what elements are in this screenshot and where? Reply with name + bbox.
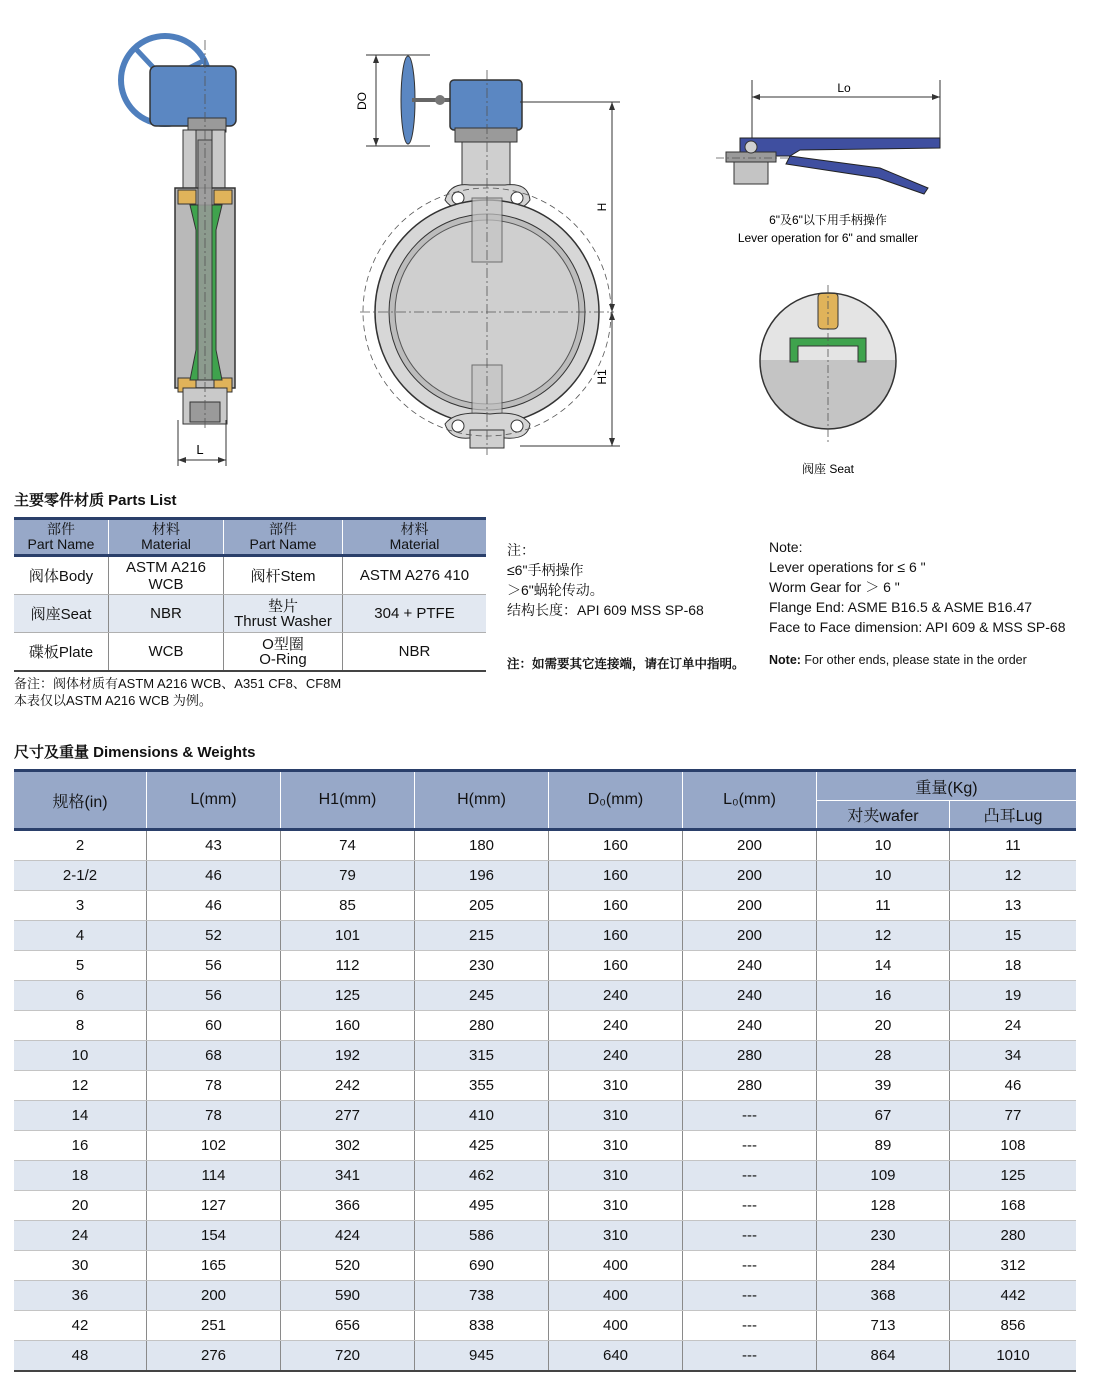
table-cell: 56 [147, 951, 281, 981]
table-cell: 240 [549, 1011, 683, 1041]
table-cell: 400 [549, 1251, 683, 1281]
table-cell: 302 [281, 1131, 415, 1161]
table-cell: 125 [281, 981, 415, 1011]
table-cell: 108 [950, 1131, 1077, 1161]
table-cell: 738 [415, 1281, 549, 1311]
table-cell: 462 [415, 1161, 549, 1191]
table-cell: 945 [415, 1341, 549, 1372]
remark-line-2: 本表仅以ASTM A216 WCB 为例。 [14, 693, 212, 708]
table-cell: 200 [683, 891, 817, 921]
lever-drawing [716, 80, 940, 245]
table-cell: --- [683, 1311, 817, 1341]
table-cell: 114 [147, 1161, 281, 1191]
table-cell: 30 [14, 1251, 147, 1281]
parts-row [14, 556, 486, 595]
table-cell: 77 [950, 1101, 1077, 1131]
table-cell: 640 [549, 1341, 683, 1372]
notes-cn-title: 注： [507, 542, 535, 558]
table-cell: 68 [147, 1041, 281, 1071]
dims-header-H1: H1(mm) [281, 771, 415, 830]
remark-line-1: 备注：阀体材质有ASTM A216 WCB、A351 CF8、CF8M [14, 676, 342, 691]
table-cell: 366 [281, 1191, 415, 1221]
table-cell: 89 [817, 1131, 950, 1161]
table-cell: 838 [415, 1311, 549, 1341]
table-row [14, 951, 1076, 981]
table-cell: 39 [817, 1071, 950, 1101]
table-cell: 251 [147, 1311, 281, 1341]
notes-cn-footer: 注：如需要其它连接端，请在订单中指明。 [507, 657, 745, 671]
table-cell: 424 [281, 1221, 415, 1251]
dims-header-size: 规格(in) [14, 771, 147, 830]
table-row [14, 921, 1076, 951]
table-cell: 28 [817, 1041, 950, 1071]
table-cell: 856 [950, 1311, 1077, 1341]
label-DO: DO [355, 92, 369, 110]
table-cell: 200 [683, 830, 817, 861]
table-row [14, 1311, 1076, 1341]
table-cell: 192 [281, 1041, 415, 1071]
table-cell: 245 [415, 981, 549, 1011]
table-cell: 310 [549, 1071, 683, 1101]
dims-header-L: L(mm) [147, 771, 281, 830]
valve-drawings [0, 0, 1100, 490]
table-cell: --- [683, 1221, 817, 1251]
table-row [14, 891, 1076, 921]
table-cell: 520 [281, 1251, 415, 1281]
notes-en-line: Flange End: ASME B16.5 & ASME B16.47 [769, 599, 1033, 615]
table-cell: 36 [14, 1281, 147, 1311]
table-row [14, 1191, 1076, 1221]
notes-cn-line: 结构长度：API 609 MSS SP-68 [507, 602, 704, 618]
table-cell: 79 [281, 861, 415, 891]
table-cell: 109 [817, 1161, 950, 1191]
table-cell: 242 [281, 1071, 415, 1101]
table-cell: 102 [147, 1131, 281, 1161]
parts-cell: 碟板Plate [14, 633, 109, 672]
table-cell: 310 [549, 1191, 683, 1221]
parts-header-material: 材料 Material [109, 519, 224, 556]
table-cell: 42 [14, 1311, 147, 1341]
table-cell: 240 [549, 1041, 683, 1071]
table-cell: 310 [549, 1161, 683, 1191]
table-cell: 168 [950, 1191, 1077, 1221]
table-cell: 230 [817, 1221, 950, 1251]
table-cell: 15 [950, 921, 1077, 951]
table-cell: 46 [147, 891, 281, 921]
table-cell: 18 [950, 951, 1077, 981]
parts-cell: 阀座Seat [14, 595, 109, 633]
dims-header-Lo: L₀(mm) [683, 771, 817, 830]
table-cell: 11 [817, 891, 950, 921]
table-cell: 11 [950, 830, 1077, 861]
parts-table [14, 517, 486, 672]
label-H1: H1 [595, 369, 609, 385]
table-cell: 18 [14, 1161, 147, 1191]
table-row [14, 981, 1076, 1011]
dims-header-weight: 重量(Kg) [817, 771, 1077, 801]
notes-en-title: Note: [769, 539, 803, 555]
table-cell: 355 [415, 1071, 549, 1101]
table-cell: 280 [950, 1221, 1077, 1251]
notes-cn-line: ＞6"蜗轮传动。 [507, 582, 604, 598]
table-cell: 125 [950, 1161, 1077, 1191]
table-cell: 16 [14, 1131, 147, 1161]
table-cell: --- [683, 1191, 817, 1221]
label-Lo: Lo [837, 81, 851, 95]
table-cell: 101 [281, 921, 415, 951]
table-row [14, 861, 1076, 891]
dimensions-table [14, 769, 1076, 1372]
parts-cell: NBR [343, 633, 487, 672]
dims-header-wafer: 对夹wafer [817, 801, 950, 830]
parts-row [14, 595, 486, 633]
table-cell: 67 [817, 1101, 950, 1131]
parts-cell: 304 + PTFE [343, 595, 487, 633]
table-row [14, 1131, 1076, 1161]
table-cell: 864 [817, 1341, 950, 1372]
table-cell: 154 [147, 1221, 281, 1251]
table-row [14, 830, 1076, 861]
table-row [14, 1221, 1076, 1251]
table-cell: 78 [147, 1101, 281, 1131]
parts-list-title: 主要零件材质 Parts List [14, 492, 177, 509]
seat-caption: 阀座 Seat [801, 462, 855, 476]
table-row [14, 1011, 1076, 1041]
table-cell: 495 [415, 1191, 549, 1221]
table-cell: 277 [281, 1101, 415, 1131]
parts-cell: 阀体Body [14, 556, 109, 595]
table-row [14, 1101, 1076, 1131]
dims-header-Do: D₀(mm) [549, 771, 683, 830]
table-cell: 74 [281, 830, 415, 861]
table-cell: 20 [14, 1191, 147, 1221]
table-cell: 34 [950, 1041, 1077, 1071]
table-cell: 400 [549, 1281, 683, 1311]
table-cell: 52 [147, 921, 281, 951]
notes-en-line: Face to Face dimension: API 609 & MSS SP-68 [769, 619, 1066, 635]
table-cell: 20 [817, 1011, 950, 1041]
table-row [14, 1041, 1076, 1071]
table-cell: 12 [14, 1071, 147, 1101]
notes-en-line: Lever operations for ≤ 6 " [769, 559, 926, 575]
table-row [14, 1161, 1076, 1191]
table-cell: 13 [950, 891, 1077, 921]
table-cell: 16 [817, 981, 950, 1011]
table-cell: 341 [281, 1161, 415, 1191]
table-row [14, 1341, 1076, 1372]
table-cell: 200 [683, 861, 817, 891]
parts-cell: 垫片 Thrust Washer [224, 595, 343, 633]
parts-header-part-name-2: 部件 Part Name [224, 519, 343, 556]
table-cell: 205 [415, 891, 549, 921]
table-cell: 10 [14, 1041, 147, 1071]
lever-caption-cn: 6"及6"以下用手柄操作 [769, 213, 887, 227]
table-cell: 280 [415, 1011, 549, 1041]
table-cell: --- [683, 1101, 817, 1131]
parts-header-part-name: 部件 Part Name [14, 519, 109, 556]
table-row [14, 1071, 1076, 1101]
notes-cn-line: ≤6"手柄操作 [507, 562, 584, 578]
table-cell: 196 [415, 861, 549, 891]
table-cell: 5 [14, 951, 147, 981]
table-cell: 280 [683, 1071, 817, 1101]
table-cell: 46 [147, 861, 281, 891]
dims-header-lug: 凸耳Lug [950, 801, 1077, 830]
table-row [14, 1251, 1076, 1281]
table-cell: 240 [683, 1011, 817, 1041]
table-cell: 368 [817, 1281, 950, 1311]
table-cell: 160 [281, 1011, 415, 1041]
table-cell: 400 [549, 1311, 683, 1341]
table-cell: 160 [549, 891, 683, 921]
table-cell: 284 [817, 1251, 950, 1281]
table-cell: 2 [14, 830, 147, 861]
seat-detail-drawing [760, 285, 896, 476]
table-cell: 128 [817, 1191, 950, 1221]
table-cell: 12 [817, 921, 950, 951]
table-cell: 24 [14, 1221, 147, 1251]
notes-en-footer: Note: For other ends, please state in the order [769, 653, 1027, 667]
table-cell: 240 [683, 981, 817, 1011]
table-cell: 160 [549, 921, 683, 951]
table-cell: 410 [415, 1101, 549, 1131]
table-cell: --- [683, 1251, 817, 1281]
table-cell: 2-1/2 [14, 861, 147, 891]
table-cell: 6 [14, 981, 147, 1011]
table-cell: 310 [549, 1221, 683, 1251]
parts-header-material-2: 材料 Material [343, 519, 487, 556]
table-cell: 127 [147, 1191, 281, 1221]
table-cell: --- [683, 1161, 817, 1191]
table-cell: 78 [147, 1071, 281, 1101]
parts-row [14, 633, 486, 672]
parts-cell: WCB [109, 633, 224, 672]
table-cell: --- [683, 1131, 817, 1161]
table-cell: 160 [549, 830, 683, 861]
table-cell: 10 [817, 861, 950, 891]
table-cell: 315 [415, 1041, 549, 1071]
table-cell: 165 [147, 1251, 281, 1281]
table-cell: 19 [950, 981, 1077, 1011]
table-cell: 442 [950, 1281, 1077, 1311]
table-cell: 85 [281, 891, 415, 921]
table-cell: 160 [549, 861, 683, 891]
table-cell: 312 [950, 1251, 1077, 1281]
dims-header-H: H(mm) [415, 771, 549, 830]
table-cell: 60 [147, 1011, 281, 1041]
table-cell: 10 [817, 830, 950, 861]
table-cell: 3 [14, 891, 147, 921]
table-cell: 1010 [950, 1341, 1077, 1372]
table-cell: 14 [14, 1101, 147, 1131]
parts-cell: 阀杆Stem [224, 556, 343, 595]
table-cell: 24 [950, 1011, 1077, 1041]
table-cell: 310 [549, 1101, 683, 1131]
table-cell: 310 [549, 1131, 683, 1161]
table-cell: 240 [549, 981, 683, 1011]
parts-cell: ASTM A216 WCB [109, 556, 224, 595]
side-view-drawing [121, 36, 236, 466]
table-cell: 656 [281, 1311, 415, 1341]
table-cell: --- [683, 1281, 817, 1311]
table-cell: 200 [147, 1281, 281, 1311]
table-cell: 48 [14, 1341, 147, 1372]
table-cell: 690 [415, 1251, 549, 1281]
table-row [14, 1281, 1076, 1311]
table-cell: 215 [415, 921, 549, 951]
table-cell: 586 [415, 1221, 549, 1251]
dimensions-title: 尺寸及重量 Dimensions & Weights [14, 744, 256, 761]
table-cell: 200 [683, 921, 817, 951]
front-view-drawing [355, 55, 620, 455]
table-cell: 14 [817, 951, 950, 981]
notes-cn [507, 540, 704, 620]
table-cell: 56 [147, 981, 281, 1011]
parts-remarks [14, 675, 341, 709]
label-L: L [196, 442, 204, 457]
parts-cell: NBR [109, 595, 224, 633]
table-cell: 590 [281, 1281, 415, 1311]
table-cell: 230 [415, 951, 549, 981]
table-cell: 160 [549, 951, 683, 981]
table-cell: 276 [147, 1341, 281, 1372]
label-H: H [595, 202, 609, 212]
table-cell: 112 [281, 951, 415, 981]
table-cell: 280 [683, 1041, 817, 1071]
table-cell: 8 [14, 1011, 147, 1041]
table-cell: 43 [147, 830, 281, 861]
table-cell: 12 [950, 861, 1077, 891]
table-cell: 180 [415, 830, 549, 861]
table-cell: --- [683, 1341, 817, 1372]
table-cell: 46 [950, 1071, 1077, 1101]
parts-cell: ASTM A276 410 [343, 556, 487, 595]
parts-cell: O型圈 O-Ring [224, 633, 343, 672]
table-cell: 4 [14, 921, 147, 951]
notes-en [769, 537, 1065, 637]
notes-en-line: Worm Gear for ＞ 6 " [769, 579, 900, 595]
table-cell: 240 [683, 951, 817, 981]
lever-caption-en: Lever operation for 6" and smaller [737, 231, 919, 245]
table-cell: 720 [281, 1341, 415, 1372]
dimensions-table-body [14, 830, 1076, 1372]
table-cell: 713 [817, 1311, 950, 1341]
table-cell: 425 [415, 1131, 549, 1161]
